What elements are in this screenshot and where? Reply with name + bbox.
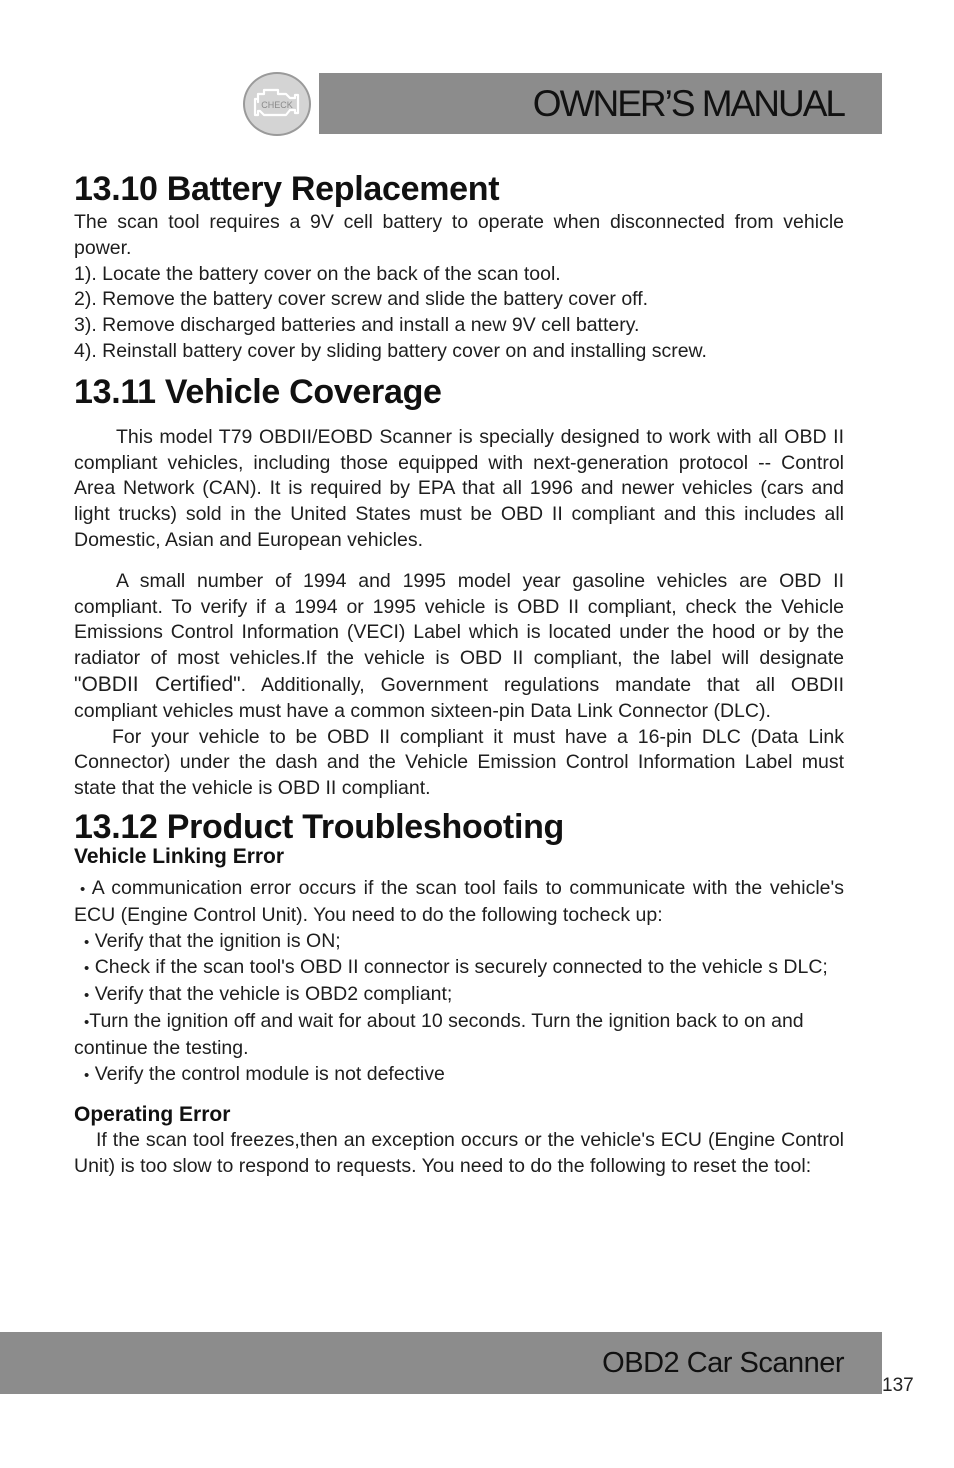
bullet-icon: • bbox=[84, 960, 90, 978]
product-name: OBD2 Car Scanner bbox=[602, 1346, 844, 1379]
page-content bbox=[74, 168, 844, 1180]
battery-intro: The scan tool requires a 9V cell battery to operate when disconnected from vehicle power. bbox=[74, 211, 844, 259]
footer-bar bbox=[0, 1332, 882, 1394]
bullet-icon: • bbox=[84, 987, 90, 1005]
troubleshooting-heading: 13.12 Product Troubleshooting bbox=[74, 807, 565, 846]
manual-title: OWNER’S MANUAL bbox=[532, 82, 844, 124]
list-item bbox=[74, 982, 844, 1009]
page-number: 137 bbox=[882, 1375, 914, 1396]
bullet-icon: • bbox=[84, 1066, 90, 1084]
coverage-paragraph-2-end: . Additionally, Government regulations mandate that all OBDII compliant vehicles must have a common sixteen-pin Data Link Connector (DLC). bbox=[74, 673, 845, 722]
battery-step: 4). Reinstall battery cover by sliding battery cover on and installing screw. bbox=[74, 339, 707, 362]
obdii-certified-label: "OBDII Certified" bbox=[74, 672, 241, 696]
battery-heading: 13.10 Battery Replacement bbox=[74, 170, 500, 208]
list-item-text: Check if the scan tool's OBD II connector is securely connected to the vehicle s DLC; bbox=[94, 956, 828, 979]
list-item bbox=[74, 1009, 844, 1062]
coverage-paragraph-2-start: A small number of 1994 and 1995 model year gasoline vehicles are OBD II compliant. To verify if a 1994 or 1995 vehicle is OBD II compliant, check the Vehicle Emissions Control Information (VECI) Label which is located under the hood or by the radiator of most vehicles.If the vehicle is OBD II compliant, the label will designate bbox=[74, 569, 844, 670]
linking-error-intro-text: A communication error occurs if the scan tool fails to communicate with the vehicle's ECU (Engine Control Unit). You need to do the following tocheck up: bbox=[74, 876, 845, 926]
battery-step: 2). Remove the battery cover screw and slide the battery cover off. bbox=[74, 288, 649, 311]
list-item-text: Verify that the vehicle is OBD2 compliant; bbox=[94, 983, 453, 1006]
list-item bbox=[74, 929, 844, 956]
logo-text: CHECK bbox=[261, 100, 293, 110]
coverage-paragraph-2 bbox=[74, 569, 844, 725]
operating-error-text: If the scan tool freezes,then an exception occurs or the vehicle's ECU (Engine Control Unit) is too slow to respond to requests. You need to do the following to reset the tool: bbox=[74, 1129, 844, 1178]
battery-step: 3). Remove discharged batteries and install a new 9V cell battery. bbox=[74, 314, 640, 337]
bullet-icon: • bbox=[84, 933, 90, 951]
bullet-icon: • bbox=[84, 1013, 90, 1031]
linking-error-intro bbox=[74, 876, 844, 929]
list-item-text: Verify that the ignition is ON; bbox=[94, 929, 341, 952]
bullet-icon: • bbox=[80, 880, 86, 898]
list-item bbox=[74, 1062, 844, 1089]
linking-error-subheading: Vehicle Linking Error bbox=[74, 844, 285, 868]
header-bar bbox=[319, 73, 882, 134]
check-engine-logo bbox=[243, 72, 311, 136]
coverage-paragraph-1: This model T79 OBDII/EOBD Scanner is specially designed to work with all OBD II compliant vehicles, including those equipped with next-generation protocol -- Control Area Network (CAN). It is required by EPA that all 1996 and newer vehicles (cars and light trucks) sold in the United States must be OBD II compliant and this includes all Domestic, Asian and European vehicles. bbox=[74, 425, 844, 551]
coverage-paragraph-3: For your vehicle to be OBD II compliant it must have a 16-pin DLC (Data Link Connector) under the dash and the Vehicle Emission Control Information Label must state that the vehicle is OBD II compliant. bbox=[74, 725, 844, 800]
list-item bbox=[74, 955, 844, 982]
coverage-heading: 13.11 Vehicle Coverage bbox=[74, 372, 442, 411]
battery-step: 1). Locate the battery cover on the back of the scan tool. bbox=[74, 262, 561, 285]
list-item-text: Verify the control module is not defective bbox=[94, 1062, 445, 1085]
list-item-text: Turn the ignition off and wait for about 10 seconds. Turn the ignition back to on and continue the testing. bbox=[74, 1009, 804, 1059]
operating-error-subheading: Operating Error bbox=[74, 1103, 231, 1127]
check-engine-icon bbox=[249, 84, 305, 124]
